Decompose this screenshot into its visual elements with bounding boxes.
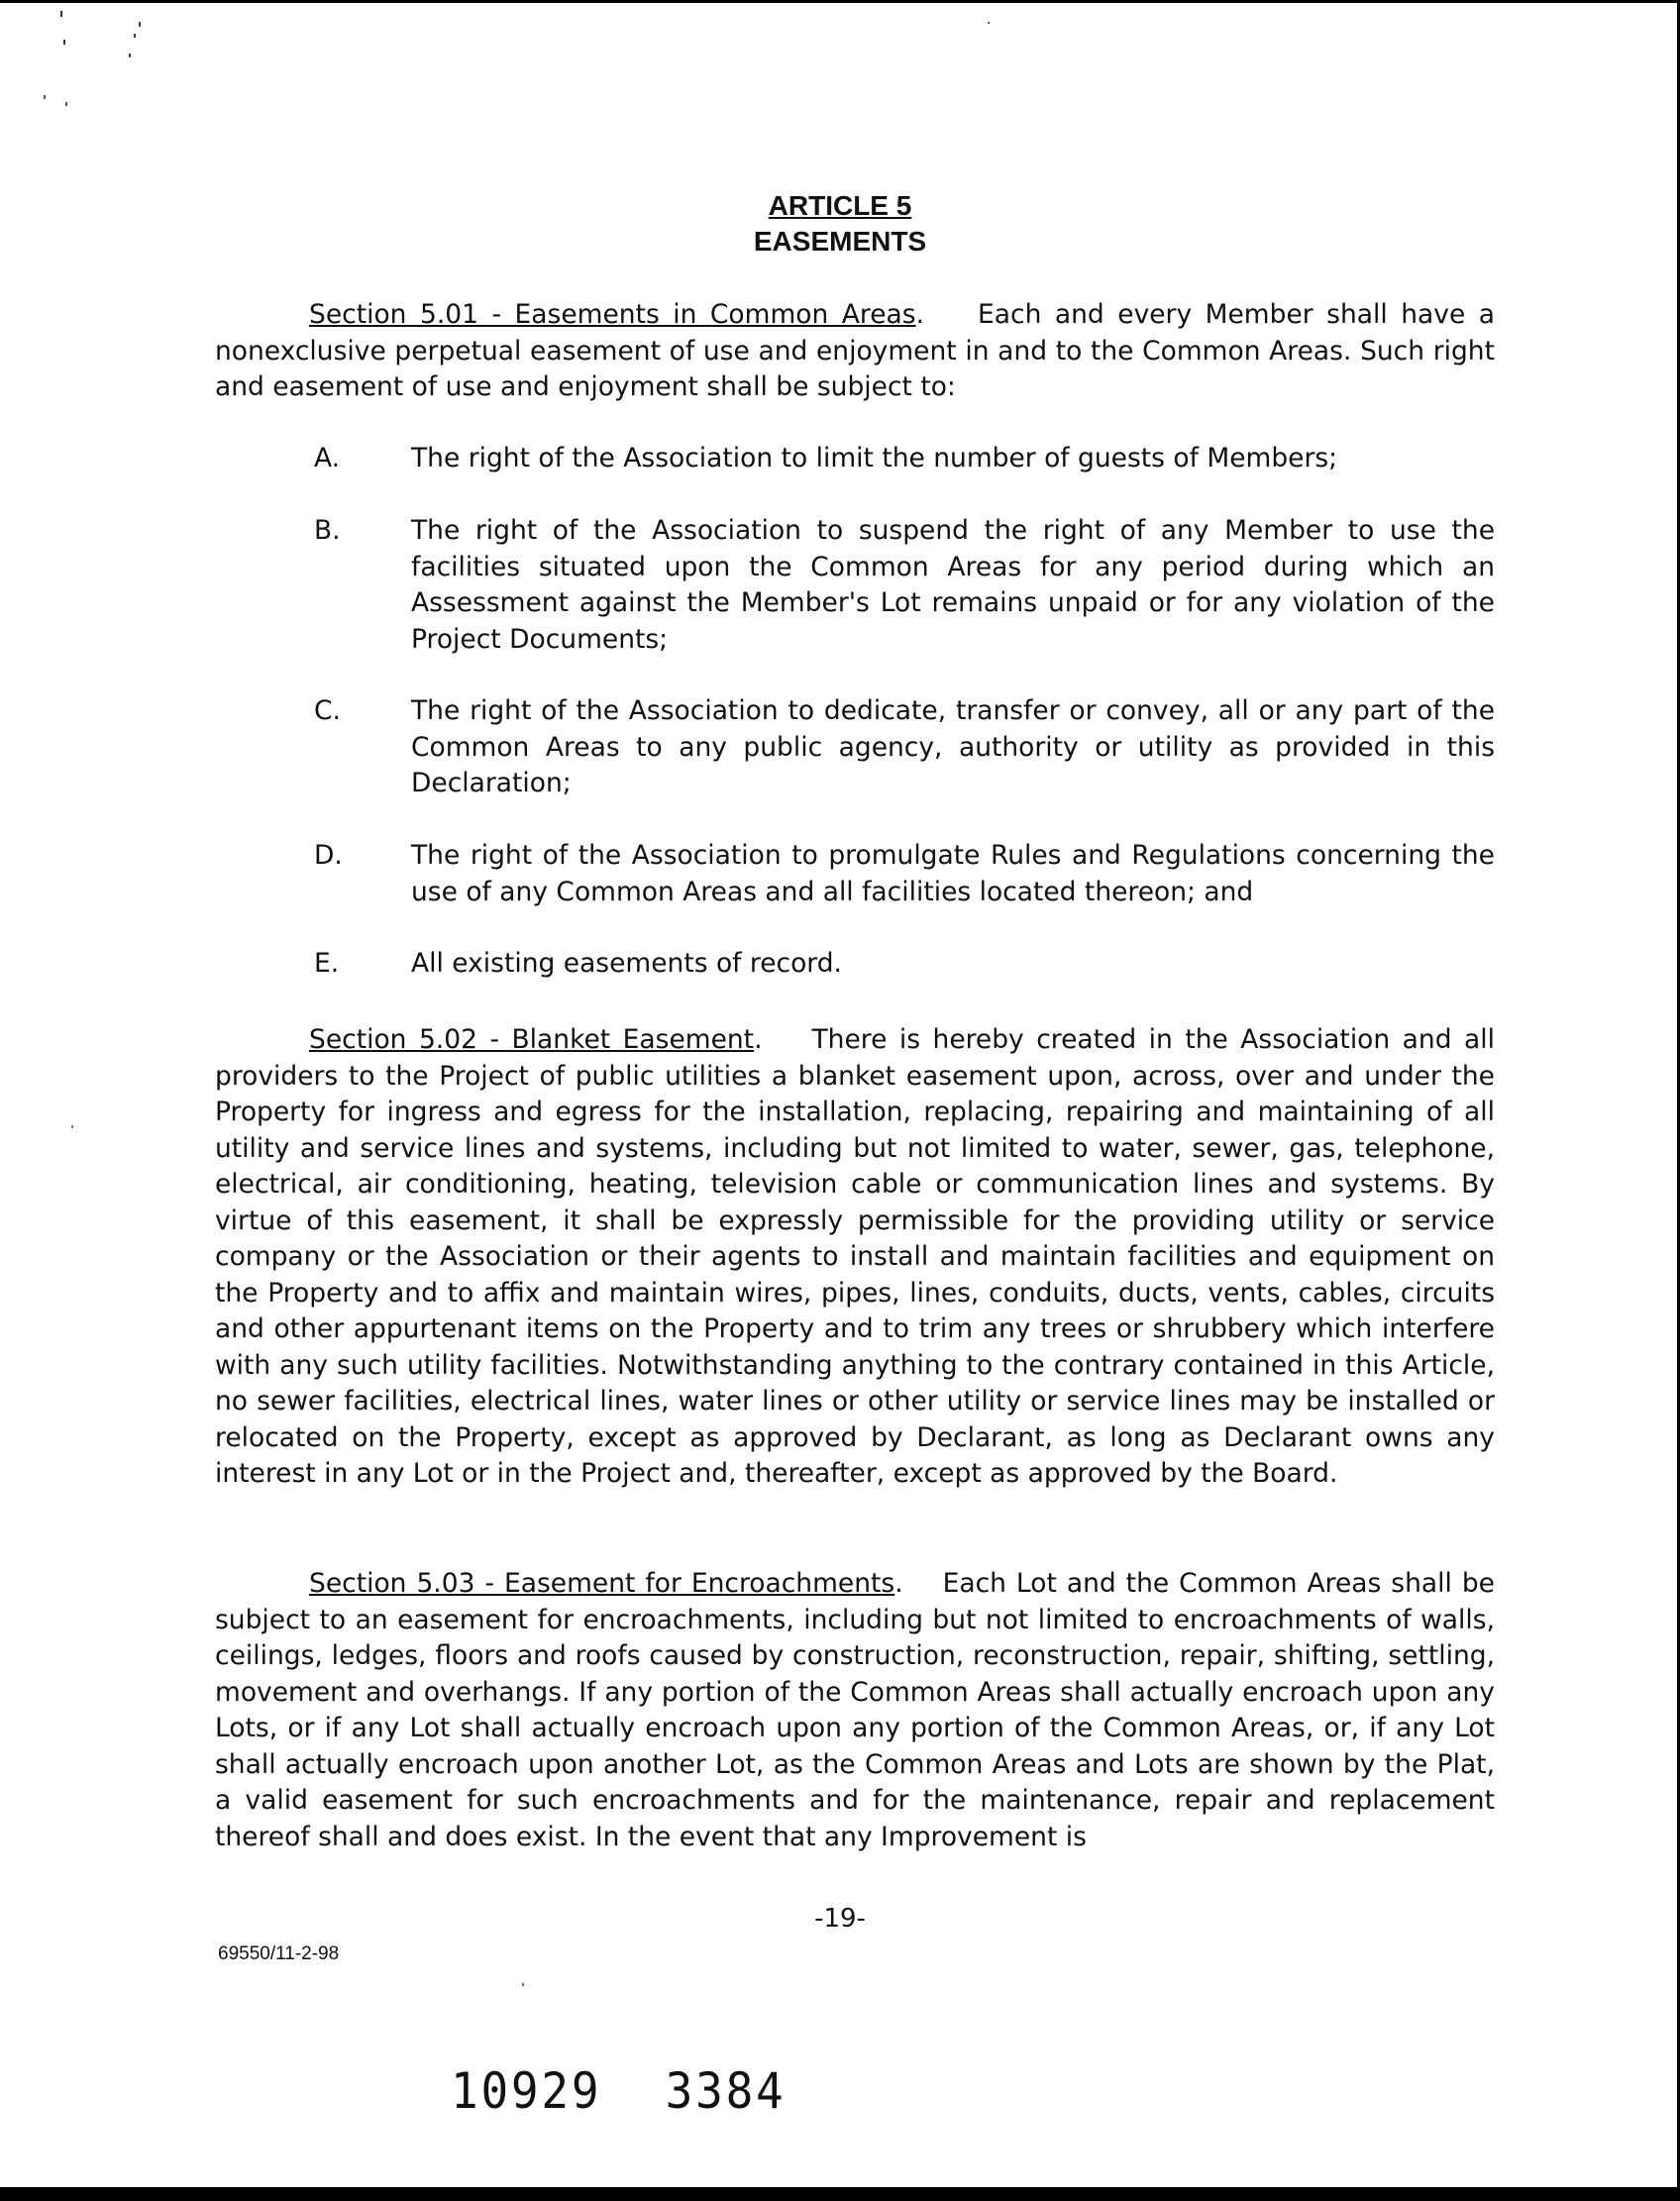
list-letter-b: B. [314, 515, 341, 546]
article-title: EASEMENTS [753, 226, 927, 257]
section-5-01-text: Each and every Member shall have a nonexclusive perpetual easement of use and enjoyment in and to the Common Areas. Such right and easement of use and enjoyment shall be subject to: [215, 299, 1495, 402]
list-letter-e: E. [314, 948, 340, 979]
list-letter-d: D. [314, 840, 343, 871]
section-5-02-title: Section 5.02 - Blanket Easement [309, 1024, 755, 1055]
list-text-c: The right of the Association to dedicate, transfer or convey, all or any part of the Common Areas to any public agency, authority or utility as provided in this Declaration; [411, 695, 1495, 798]
article-number: ARTICLE 5 [768, 190, 912, 221]
recording-stamp [451, 2062, 787, 2120]
section-5-02: Section 5.02 - Blanket Easement. There is hereby created in the Association and all providers to the Project of public utilities a blanket easement upon, across, over and under the Property for ingress and egress for the installation, replacing, repairing and maintaining of all utility and service lines and systems, including but not limited to water, sewer, gas, telephone, electrical, air conditioning, heating, television cable or communication lines and systems. By virtue of this easement, it shall be expressly permissible for the providing utility or service company or the Association or their agents to install and maintain facilities and equipment on the Property and to affix and maintain wires, pipes, lines, conduits, ducts, vents, cables, circuits and other appurtenant items on the Property and to trim any trees or shrubbery which interfere with any such utility facilities. Notwithstanding anything to the contrary contained in this Article, no sewer facilities, electrical lines, water lines or other utility or service lines may be installed or relocated on the Property, except as approved by Declarant, as long as Declarant owns any interest in any Lot or in the Project and, thereafter, except as approved by the Board. [215, 1024, 1495, 1489]
list-text-d: The right of the Association to promulgate Rules and Regulations concerning the use of any Common Areas and all facilities located thereon; and [411, 840, 1495, 907]
list-text-e: All existing easements of record. [411, 948, 842, 979]
section-5-01-title: Section 5.01 - Easements in Common Areas [309, 299, 916, 330]
list-text-b: The right of the Association to suspend the right of any Member to use the facilities situated upon the Common Areas for any period during which an Assessment against the Member's Lot remains unpaid or for any violation of the Project Documents; [411, 515, 1495, 655]
section-5-01: Section 5.01 - Easements in Common Areas. Each and every Member shall have a nonexclusive perpetual easement of use and enjoyment in and to the Common Areas. Such right and easement of use and enjoyment shall be subject to: [215, 299, 1495, 402]
list-letter-c: C. [314, 695, 341, 726]
stamp-page-number: 3384 [665, 2062, 787, 2120]
list-text-a: The right of the Association to limit the number of guests of Members; [411, 443, 1338, 473]
section-5-03-text: Each Lot and the Common Areas shall be subject to an easement for encroachments, including but not limited to encroachments of walls, ceilings, ledges, floors and roofs caused by construction, reconstruction, repair, shifting, settling, movement and overhangs. If any portion of the Common Areas shall actually encroach upon any Lots, or if any Lot shall actually encroach upon any portion of the Common Areas, or, if any Lot shall actually encroach upon another Lot, as the Common Areas and Lots are shown by the Plat, a valid easement for such encroachments and for the maintenance, repair and replacement thereof shall and does exist. In the event that any Improvement is [215, 1568, 1495, 1852]
section-5-03: Section 5.03 - Easement for Encroachments. Each Lot and the Common Areas shall be subject to an easement for encroachments, including but not limited to encroachments of walls, ceilings, ledges, floors and roofs caused by construction, reconstruction, repair, shifting, settling, movement and overhangs. If any portion of the Common Areas shall actually encroach upon any Lots, or if any Lot shall actually encroach upon any portion of the Common Areas, or, if any Lot shall actually encroach upon another Lot, as the Common Areas and Lots are shown by the Plat, a valid easement for such encroachments and for the maintenance, repair and replacement thereof shall and does exist. In the event that any Improvement is [215, 1568, 1495, 1852]
stamp-book-number: 10929 [451, 2062, 602, 2120]
document-reference: 69550/11-2-98 [218, 1943, 340, 1964]
page-number: -19- [814, 1904, 866, 1934]
section-5-03-title: Section 5.03 - Easement for Encroachments [309, 1568, 895, 1599]
section-5-02-text: There is hereby created in the Association and all providers to the Project of public utilities a blanket easement upon, across, over and under the Property for ingress and egress for the installation, replacing, repairing and maintaining of all utility and service lines and systems, including but not limited to water, sewer, gas, telephone, electrical, air conditioning, heating, television cable or communication lines and systems. By virtue of this easement, it shall be expressly permissible for the providing utility or service company or the Association or their agents to install and maintain facilities and equipment on the Property and to affix and maintain wires, pipes, lines, conduits, ducts, vents, cables, circuits and other appurtenant items on the Property and to trim any trees or shrubbery which interfere with any such utility facilities. Notwithstanding anything to the contrary contained in this Article, no sewer facilities, electrical lines, water lines or other utility or service lines may be installed or relocated on the Property, except as approved by Declarant, as long as Declarant owns any interest in any Lot or in the Project and, thereafter, except as approved by the Board. [215, 1024, 1495, 1489]
list-letter-a: A. [314, 443, 341, 473]
